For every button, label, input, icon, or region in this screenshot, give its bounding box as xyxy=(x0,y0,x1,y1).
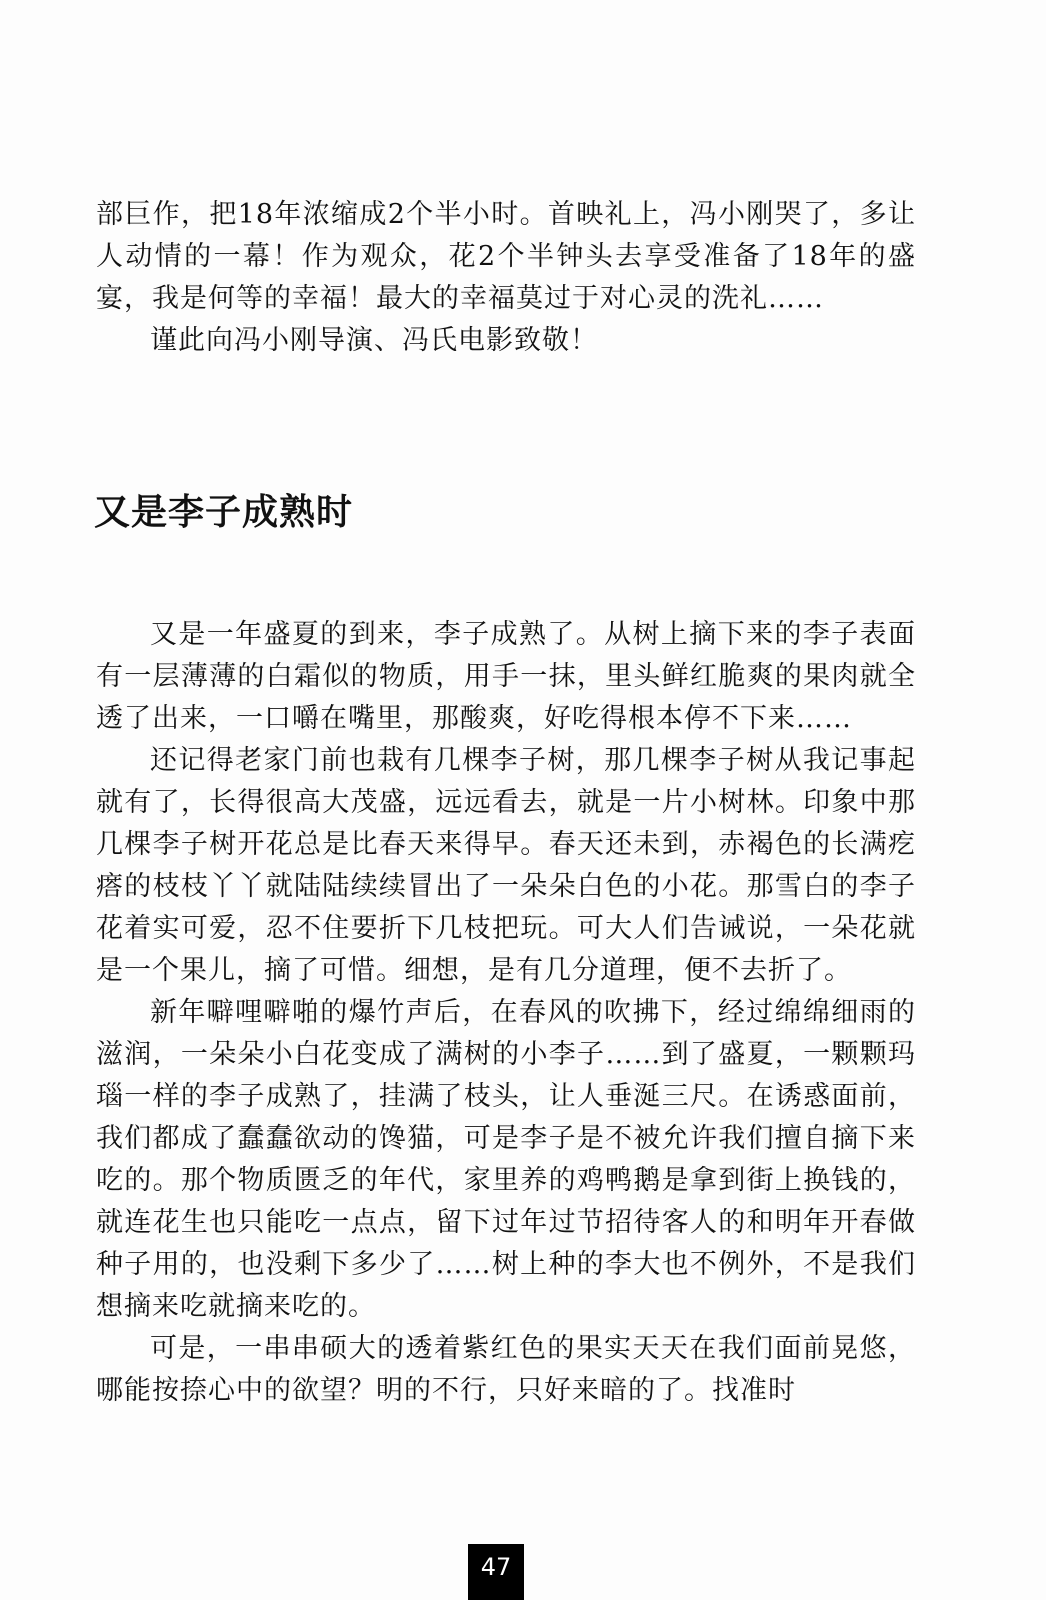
chapter-body-text xyxy=(96,614,916,1412)
page-number: 47 xyxy=(480,1553,512,1581)
paragraph: 新年噼哩噼啪的爆竹声后，在春风的吹拂下，经过绵绵细雨的滋润，一朵朵小白花变成了满树的小李子……到了盛夏，一颗颗玛瑙一样的李子成熟了，挂满了枝头，让人垂涎三尺。在诱惑面前，我们都成了蠢蠢欲动的馋猫，可是李子是不被允许我们擅自摘下来吃的。那个物质匮乏的年代，家里养的鸡鸭鹅是拿到街上换钱的，就连花生也只能吃一点点，留下过年过节招待客人的和明年开春做种子用的，也没剩下多少了……树上种的李大也不例外，不是我们想摘来吃就摘来吃的。 xyxy=(96,997,916,1322)
paragraph: 又是一年盛夏的到来，李子成熟了。从树上摘下来的李子表面有一层薄薄的白霜似的物质，用手一抹，里头鲜红脆爽的果肉就全透了出来，一口嚼在嘴里，那酸爽，好吃得根本停不下来…… xyxy=(96,619,916,734)
page-number-badge xyxy=(468,1544,524,1600)
paragraph: 谨此向冯小刚导演、冯氏电影致敬！ xyxy=(150,325,598,356)
paragraph: 可是，一串串硕大的透着紫红色的果实天天在我们面前晃悠，哪能按捺心中的欲望？明的不行，只好来暗的了。找准时 xyxy=(96,1333,916,1406)
previous-section-text xyxy=(96,194,916,362)
paragraph: 还记得老家门前也栽有几棵李子树，那几棵李子树从我记事起就有了，长得很高大茂盛，远远看去，就是一片小树林。印象中那几棵李子树开花总是比春天来得早。春天还未到，赤褐色的长满疙瘩的枝枝丫丫就陆陆续续冒出了一朵朵白色的小花。那雪白的李子花着实可爱，忍不住要折下几枝把玩。可大人们告诫说，一朵花就是一个果儿，摘了可惜。细想，是有几分道理，便不去折了。 xyxy=(96,745,916,986)
chapter-title: 又是李子成熟时 xyxy=(94,492,354,533)
paragraph: 部巨作，把18年浓缩成2个半小时。首映礼上，冯小刚哭了，多让人动情的一幕！作为观众，花2个半钟头去享受准备了18年的盛宴，我是何等的幸福！最大的幸福莫过于对心灵的洗礼…… xyxy=(96,199,916,314)
